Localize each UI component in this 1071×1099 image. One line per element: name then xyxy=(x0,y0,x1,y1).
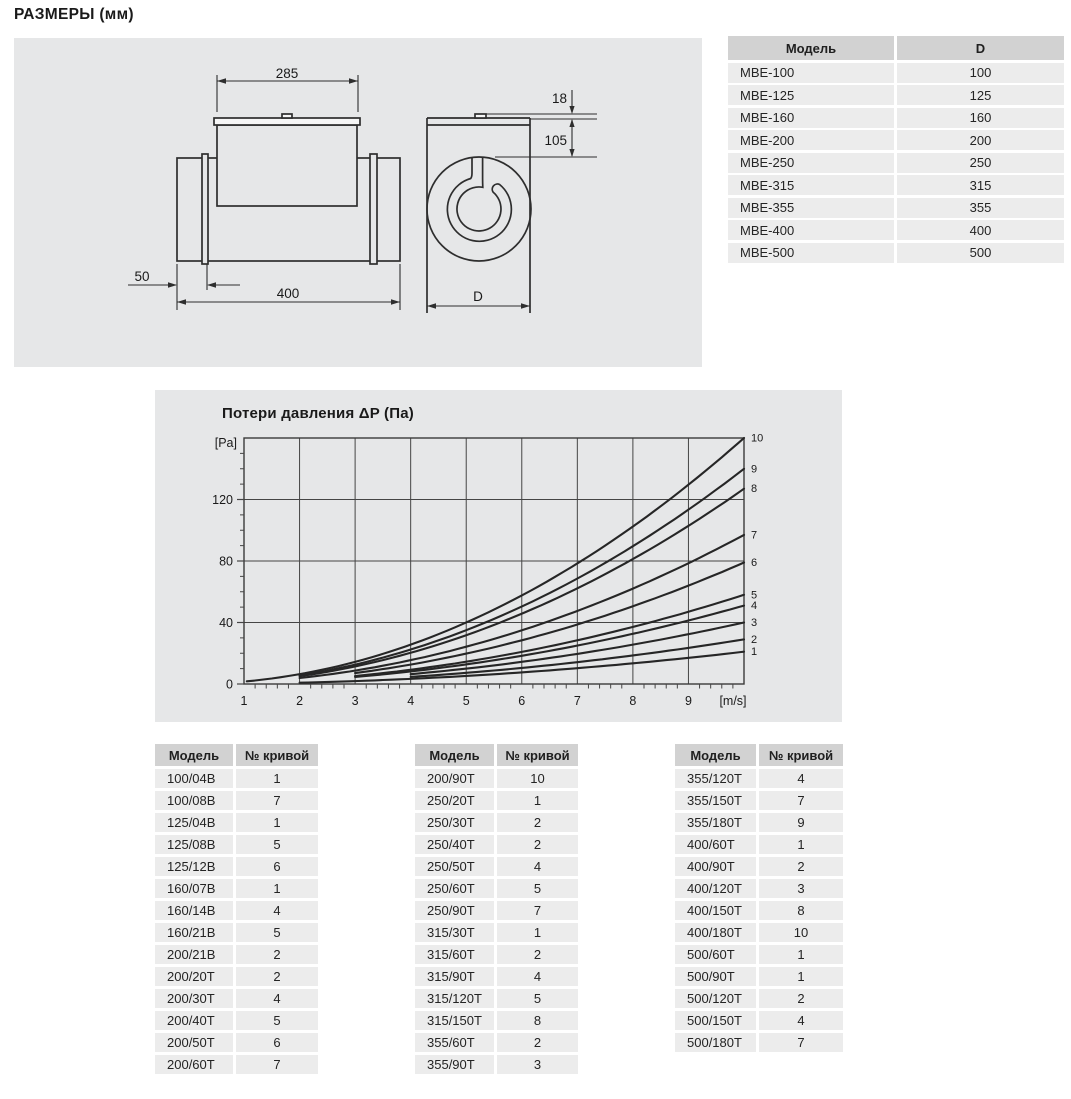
y-axis-unit-label: [Pa] xyxy=(214,436,237,450)
y-tick-label: 80 xyxy=(219,554,233,569)
model-cell: МВЕ-125 xyxy=(728,85,894,105)
value-cell: 1 xyxy=(759,835,843,855)
x-tick-label: 5 xyxy=(462,694,470,708)
value-cell: 4 xyxy=(759,769,843,789)
model-cell: МВЕ-355 xyxy=(728,198,894,218)
lid-nub xyxy=(282,114,292,118)
dim-flange-offset: 50 xyxy=(134,269,150,284)
value-cell: 5 xyxy=(236,835,318,855)
model-cell: 160/07B xyxy=(155,879,233,899)
value-cell: 7 xyxy=(236,1055,318,1075)
model-cell: МВЕ-500 xyxy=(728,243,894,263)
curve-table-3 xyxy=(675,744,843,1052)
value-cell: 2 xyxy=(759,857,843,877)
curve-label-10: 10 xyxy=(751,432,764,445)
column-header: № кривой xyxy=(759,744,843,766)
y-tick-label: 0 xyxy=(226,677,233,692)
curve-label-3: 3 xyxy=(751,617,758,629)
model-cell: 200/21B xyxy=(155,945,233,965)
front-view-duct-heater xyxy=(427,114,531,313)
value-cell: 8 xyxy=(497,1011,578,1031)
column-header: Модель xyxy=(415,744,494,766)
pressure-loss-chart-panel xyxy=(155,390,842,722)
model-cell: МВЕ-160 xyxy=(728,108,894,128)
value-cell: 1 xyxy=(759,967,843,987)
model-cell: 200/50T xyxy=(155,1033,233,1053)
dim-lid-height: 18 xyxy=(551,91,567,106)
value-cell: 3 xyxy=(759,879,843,899)
value-cell: 4 xyxy=(759,1011,843,1031)
model-cell: 160/14B xyxy=(155,901,233,921)
terminal-box-lid xyxy=(214,118,360,125)
value-cell: 1 xyxy=(236,879,318,899)
value-cell: 1 xyxy=(497,791,578,811)
model-cell: 125/04B xyxy=(155,813,233,833)
model-cell: 125/12B xyxy=(155,857,233,877)
column-header: № кривой xyxy=(236,744,318,766)
value-cell: 7 xyxy=(236,791,318,811)
value-cell: 2 xyxy=(497,1033,578,1053)
model-cell: 500/180T xyxy=(675,1033,756,1053)
curve-label-9: 9 xyxy=(751,463,758,476)
value-cell: 9 xyxy=(759,813,843,833)
model-cell: МВЕ-200 xyxy=(728,130,894,150)
model-cell: 200/90T xyxy=(415,769,494,789)
model-cell: 200/60T xyxy=(155,1055,233,1075)
model-cell: 250/50T xyxy=(415,857,494,877)
value-cell: 2 xyxy=(497,835,578,855)
column-header: Модель xyxy=(728,36,894,60)
model-cell: 200/20T xyxy=(155,967,233,987)
value-cell: 200 xyxy=(897,130,1064,150)
model-cell: 100/04B xyxy=(155,769,233,789)
model-cell: 250/40T xyxy=(415,835,494,855)
model-cell: 125/08B xyxy=(155,835,233,855)
value-cell: 1 xyxy=(236,813,318,833)
x-tick-label: 9 xyxy=(684,694,692,708)
page-title: РАЗМЕРЫ (мм) xyxy=(14,6,134,23)
value-cell: 7 xyxy=(497,901,578,921)
column-header: № кривой xyxy=(497,744,578,766)
model-cell: 355/60T xyxy=(415,1033,494,1053)
value-cell: 355 xyxy=(897,198,1064,218)
model-cell: 355/150T xyxy=(675,791,756,811)
model-cell: 500/60T xyxy=(675,945,756,965)
model-cell: 500/150T xyxy=(675,1011,756,1031)
value-cell: 100 xyxy=(897,63,1064,83)
value-cell: 6 xyxy=(236,1033,318,1053)
curve-label-5: 5 xyxy=(751,589,758,602)
dim-total-length: 400 xyxy=(276,286,300,301)
value-cell: 250 xyxy=(897,153,1064,173)
model-cell: 200/40T xyxy=(155,1011,233,1031)
column-header: Модель xyxy=(155,744,233,766)
curve-label-6: 6 xyxy=(751,557,758,570)
terminal-box xyxy=(217,125,357,206)
model-cell: 400/60T xyxy=(675,835,756,855)
dimension-drawing xyxy=(14,38,702,367)
model-cell: 100/08B xyxy=(155,791,233,811)
duct-opening-circle xyxy=(427,157,531,261)
model-cell: 355/180T xyxy=(675,813,756,833)
value-cell: 4 xyxy=(497,857,578,877)
value-cell: 2 xyxy=(759,989,843,1009)
value-cell: 160 xyxy=(897,108,1064,128)
x-tick-label: 3 xyxy=(351,694,359,708)
model-cell: 160/21B xyxy=(155,923,233,943)
curve-label-7: 7 xyxy=(751,529,758,542)
models-diameter-table xyxy=(728,36,1064,263)
x-tick-label: 8 xyxy=(629,694,637,708)
model-cell: 355/90T xyxy=(415,1055,494,1075)
value-cell: 5 xyxy=(497,989,578,1009)
curve-10 xyxy=(247,438,744,681)
model-cell: 400/90T xyxy=(675,857,756,877)
model-cell: МВЕ-250 xyxy=(728,153,894,173)
column-header: D xyxy=(897,36,1064,60)
value-cell: 2 xyxy=(497,813,578,833)
model-cell: 315/30T xyxy=(415,923,494,943)
model-cell: МВЕ-315 xyxy=(728,175,894,195)
model-cell: 250/60T xyxy=(415,879,494,899)
value-cell: 5 xyxy=(236,1011,318,1031)
x-tick-label: 2 xyxy=(296,694,304,708)
value-cell: 2 xyxy=(497,945,578,965)
model-cell: 500/90T xyxy=(675,967,756,987)
value-cell: 125 xyxy=(897,85,1064,105)
model-cell: МВЕ-400 xyxy=(728,220,894,240)
flange-right xyxy=(370,154,377,264)
pressure-loss-chart xyxy=(155,390,842,722)
value-cell: 5 xyxy=(497,879,578,899)
front-lid-nub xyxy=(475,114,486,118)
value-cell: 7 xyxy=(759,791,843,811)
chart-title: Потери давления ΔP (Па) xyxy=(222,405,414,422)
flange-left xyxy=(202,154,208,264)
heating-element-symbol xyxy=(447,157,511,241)
model-cell: 200/30T xyxy=(155,989,233,1009)
column-header: Модель xyxy=(675,744,756,766)
curve-label-8: 8 xyxy=(751,483,758,496)
value-cell: 10 xyxy=(759,923,843,943)
model-cell: 250/90T xyxy=(415,901,494,921)
side-view-duct-heater xyxy=(177,114,400,264)
curve-table-1 xyxy=(155,744,318,1074)
value-cell: 4 xyxy=(236,989,318,1009)
x-tick-label: 6 xyxy=(518,694,526,708)
dim-top-width: 285 xyxy=(275,66,299,81)
y-tick-label: 40 xyxy=(219,616,233,630)
x-tick-label: 4 xyxy=(407,694,415,708)
value-cell: 1 xyxy=(497,923,578,943)
dimension-drawing-panel xyxy=(14,38,702,367)
model-cell: 315/90T xyxy=(415,967,494,987)
model-cell: 315/120T xyxy=(415,989,494,1009)
model-cell: 400/180T xyxy=(675,923,756,943)
y-tick-label: 120 xyxy=(212,493,233,507)
model-cell: МВЕ-100 xyxy=(728,63,894,83)
value-cell: 1 xyxy=(236,769,318,789)
model-cell: 315/150T xyxy=(415,1011,494,1031)
value-cell: 8 xyxy=(759,901,843,921)
model-cell: 400/120T xyxy=(675,879,756,899)
curve-label-1: 1 xyxy=(751,646,758,659)
x-tick-label: 7 xyxy=(573,694,581,708)
value-cell: 4 xyxy=(236,901,318,921)
x-axis-unit-label: [m/s] xyxy=(719,694,747,708)
value-cell: 3 xyxy=(497,1055,578,1075)
curve-label-2: 2 xyxy=(751,633,758,646)
dim-box-depth: 105 xyxy=(544,133,567,148)
curve-label-4: 4 xyxy=(751,600,758,613)
curve-table-2 xyxy=(415,744,578,1074)
value-cell: 6 xyxy=(236,857,318,877)
value-cell: 7 xyxy=(759,1033,843,1053)
value-cell: 2 xyxy=(236,967,318,987)
value-cell: 4 xyxy=(497,967,578,987)
model-cell: 250/20T xyxy=(415,791,494,811)
x-tick-label: 1 xyxy=(240,694,248,708)
value-cell: 400 xyxy=(897,220,1064,240)
dim-diameter: D xyxy=(473,289,483,304)
model-cell: 315/60T xyxy=(415,945,494,965)
value-cell: 1 xyxy=(759,945,843,965)
model-cell: 250/30T xyxy=(415,813,494,833)
value-cell: 5 xyxy=(236,923,318,943)
value-cell: 315 xyxy=(897,175,1064,195)
model-cell: 500/120T xyxy=(675,989,756,1009)
model-cell: 400/150T xyxy=(675,901,756,921)
value-cell: 2 xyxy=(236,945,318,965)
value-cell: 500 xyxy=(897,243,1064,263)
model-cell: 355/120T xyxy=(675,769,756,789)
value-cell: 10 xyxy=(497,769,578,789)
